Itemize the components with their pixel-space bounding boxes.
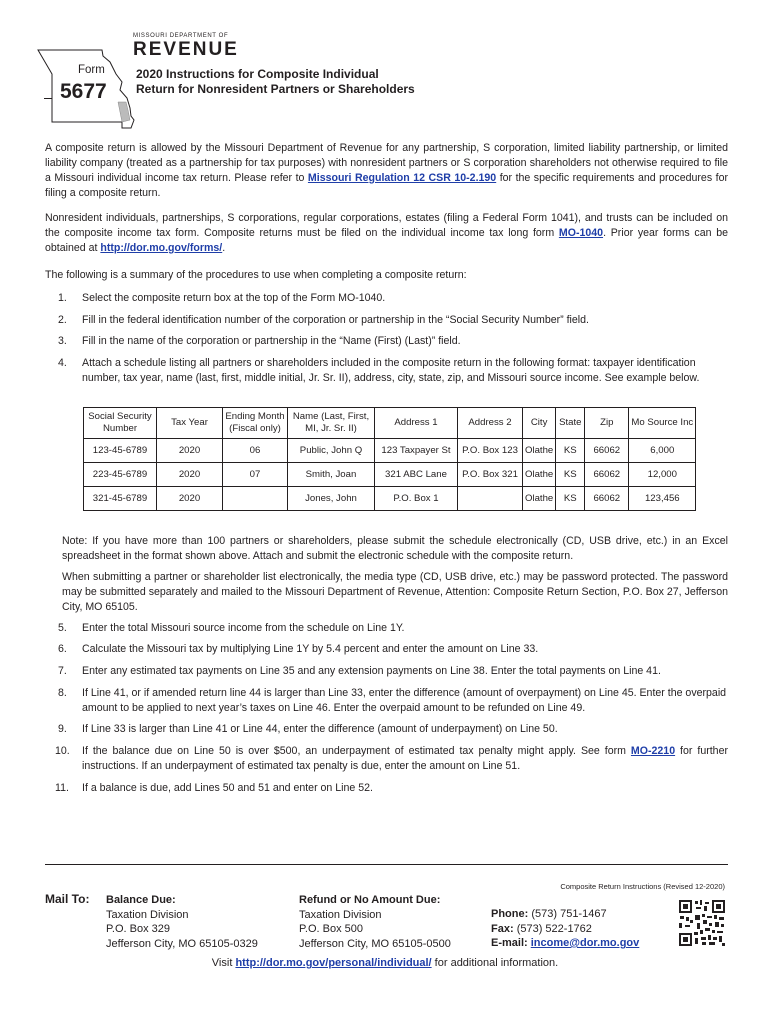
table-row: 321-45-6789 2020 Jones, John P.O. Box 1 Olathe KS 66062 123,456	[84, 487, 696, 511]
mail-to-label: Mail To:	[45, 892, 90, 906]
refund-heading: Refund or No Amount Due:	[299, 894, 441, 906]
dor-logo-large: REVENUE	[133, 39, 239, 60]
dor-logo-small: MISSOURI DEPARTMENT OF	[133, 33, 229, 39]
contact-info	[491, 907, 639, 951]
phone-line: Phone: (573) 751-1467	[491, 908, 607, 920]
column-header: Social Security Number	[84, 408, 157, 439]
electronic-schedule-note: Note: If you have more than 100 partners or shareholders, please submit the schedule electronically (CD, USB drive, etc.) in an Excel spreadsheet in the format shown above. Attach and submit the electronic schedule with the composite return.	[62, 535, 728, 562]
column-header: Mo Source Inc	[629, 408, 696, 439]
document-title	[136, 67, 415, 97]
table-row: 123-45-6789 2020 06 Public, John Q 123 Taxpayer St P.O. Box 123 Olathe KS 66062 6,000	[84, 439, 696, 463]
mo-2210-link[interactable]: MO-2210	[630, 745, 676, 757]
mo-1040-link[interactable]: MO-1040	[558, 227, 604, 239]
table-header-row	[84, 408, 696, 439]
title-line-1: 2020 Instructions for Composite Individual	[136, 67, 379, 81]
column-header: City	[523, 408, 556, 439]
forms-link[interactable]: http://dor.mo.gov/forms/	[100, 242, 223, 254]
email-line: E-mail: income@dor.mo.gov	[491, 937, 640, 949]
column-header: Address 2	[458, 408, 523, 439]
table-row: 223-45-6789 2020 07 Smith, Joan 321 ABC Lane P.O. Box 321 Olathe KS 66062 12,000	[84, 463, 696, 487]
balance-due-address: Balance Due: Taxation Division P.O. Box 329 Jefferson City, MO 65105-0329	[106, 894, 258, 950]
column-header: Address 1	[375, 408, 458, 439]
schedule-example-table	[83, 407, 696, 511]
regulation-link[interactable]: Missouri Regulation 12 CSR 10-2.190	[307, 172, 497, 184]
balance-due-heading: Balance Due:	[106, 894, 176, 906]
password-note: When submitting a partner or shareholder list electronically, the media type (CD, USB drive, etc.) may be password protected. The password may be submitted separately and mailed to the Missouri Department of Revenue, Attention: Composite Return Section, P.O. Box 27, Jefferson City, MO 65105.	[62, 571, 728, 613]
form-number: 5677	[60, 80, 107, 103]
form-label: Form	[78, 64, 105, 76]
revision-note: Composite Return Instructions (Revised 12-2020)	[560, 882, 725, 891]
column-header: Name (Last, First, MI, Jr. Sr. II)	[288, 408, 375, 439]
email-link[interactable]: income@dor.mo.gov	[530, 937, 640, 949]
eligibility-paragraph: Nonresident individuals, partnerships, S corporations, regular corporations, estates (filing a Federal Form 1041), and trusts can be included on the composite income tax form. Composite returns must be filed on the individual income tax long form MO-1040. Prior year forms can be obtained at http://dor.mo.gov/forms/.	[45, 212, 729, 254]
fax-line: Fax: (573) 522-1762	[491, 922, 592, 935]
individual-tax-link[interactable]: http://dor.mo.gov/personal/individual/	[235, 957, 432, 969]
column-header: Zip	[585, 408, 629, 439]
qr-code-icon[interactable]	[678, 899, 726, 947]
form-number-dash	[44, 98, 52, 99]
summary-paragraph: The following is a summary of the procedures to use when completing a composite return:	[45, 269, 467, 281]
visit-line: Visit http://dor.mo.gov/personal/individual/ for additional information.	[211, 957, 559, 969]
refund-address: Refund or No Amount Due: Taxation Division P.O. Box 500 Jefferson City, MO 65105-0500	[299, 894, 451, 950]
column-header: State	[556, 408, 585, 439]
column-header: Ending Month (Fiscal only)	[223, 408, 288, 439]
title-line-2: Return for Nonresident Partners or Shareholders	[136, 82, 415, 96]
footer-divider	[45, 864, 728, 865]
dor-logo	[133, 33, 239, 60]
column-header: Tax Year	[157, 408, 223, 439]
intro-paragraph: A composite return is allowed by the Missouri Department of Revenue for any partnership, S corporation, limited liability partnership, or limited liability company (treated as a partnership for tax purposes) with nonresident partners or S corporation shareholders not otherwise required to file a Missouri individual income tax return. Please refer to Missouri Regulation 12 CSR 10-2.190 for the specific requirements and procedures for filing a composite return.	[45, 142, 728, 199]
